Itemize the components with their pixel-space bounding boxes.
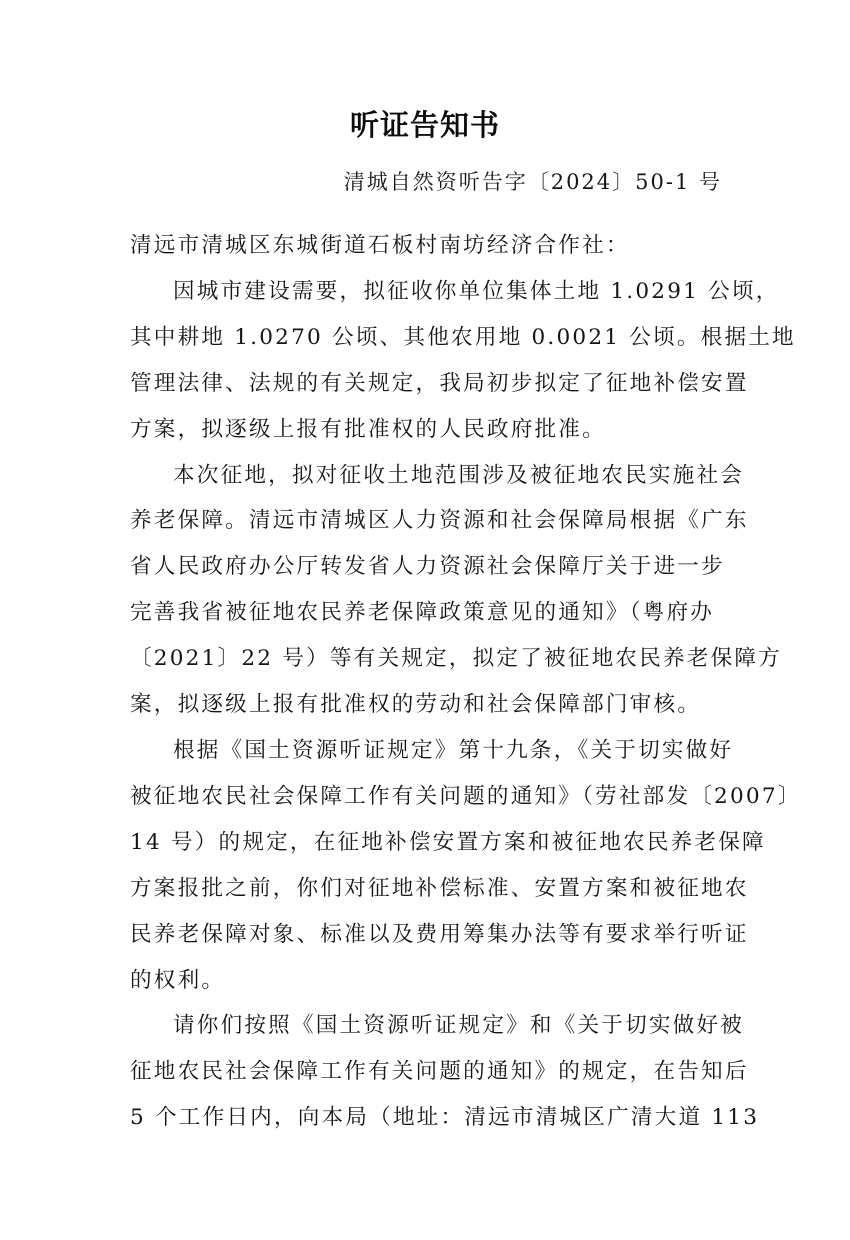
paragraph-line: 省人民政府办公厅转发省人力资源社会保障厅关于进一步 bbox=[130, 554, 725, 580]
paragraph-line: 方案，拟逐级上报有批准权的人民政府批准。 bbox=[130, 416, 606, 442]
document-title: 听证告知书 bbox=[349, 108, 500, 142]
paragraph-2 bbox=[130, 453, 782, 728]
paragraph-3 bbox=[130, 728, 802, 1003]
paragraph-line: 其中耕地 1.0270 公顷、其他农用地 0.0021 公顷。根据土地 bbox=[130, 324, 796, 350]
paragraph-1 bbox=[130, 269, 796, 453]
paragraph-line: 根据《国土资源听证规定》第十九条，《关于切实做好 bbox=[173, 737, 734, 763]
paragraph-line: 14 号）的规定，在征地补偿安置方案和被征地农民养老保障 bbox=[130, 829, 766, 855]
paragraph-line: 管理法律、法规的有关规定，我局初步拟定了征地补偿安置 bbox=[130, 370, 749, 396]
paragraph-line: 民养老保障对象、标准以及费用筹集办法等有要求举行听证 bbox=[130, 921, 749, 947]
document-number: 清城自然资听告字〔2024〕50-1 号 bbox=[343, 170, 722, 194]
document-body bbox=[130, 223, 802, 1141]
addressee-line: 清远市清城区东城街道石板村南坊经济合作社： bbox=[130, 233, 630, 258]
paragraph-line: 因城市建设需要，拟征收你单位集体土地 1.0291 公顷， bbox=[173, 278, 780, 304]
paragraph-line: 〔2021〕22 号）等有关规定，拟定了被征地农民养老保障方 bbox=[130, 646, 782, 672]
paragraph-line: 征地农民社会保障工作有关问题的通知》的规定，在告知后 bbox=[130, 1059, 749, 1085]
paragraph-line: 5 个工作日内，向本局（地址：清远市清城区广清大道 113 bbox=[130, 1105, 760, 1131]
paragraph-line: 请你们按照《国土资源听证规定》和《关于切实做好被 bbox=[173, 1013, 745, 1039]
paragraph-line: 完善我省被征地农民养老保障政策意见的通知》（粤府办 bbox=[130, 600, 715, 626]
paragraph-line: 被征地农民社会保障工作有关问题的通知》（劳社部发〔2007〕 bbox=[130, 783, 802, 809]
paragraph-line: 养老保障。清远市清城区人力资源和社会保障局根据《广东 bbox=[130, 508, 749, 534]
paragraph-line: 本次征地，拟对征收土地范围涉及被征地农民实施社会 bbox=[173, 462, 745, 488]
paragraph-4 bbox=[130, 1003, 760, 1141]
addressee bbox=[130, 223, 722, 269]
paragraph-line: 方案报批之前，你们对征地补偿标准、安置方案和被征地农 bbox=[130, 875, 749, 901]
paragraph-line: 案，拟逐级上报有批准权的劳动和社会保障部门审核。 bbox=[130, 692, 702, 718]
paragraph-line: 的权利。 bbox=[130, 967, 226, 993]
